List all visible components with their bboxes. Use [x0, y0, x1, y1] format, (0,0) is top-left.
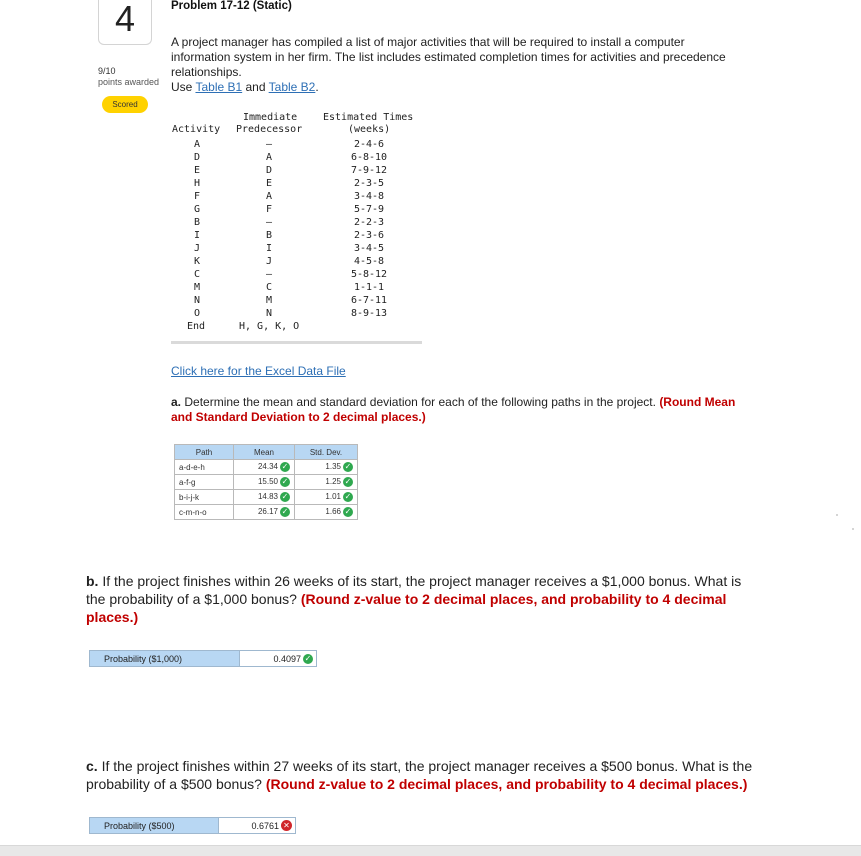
- predecessor-cell: A: [266, 152, 273, 163]
- sd-value: 1.25: [325, 477, 341, 487]
- times-cell: 1-1-1: [353, 282, 385, 293]
- check-icon: ✓: [344, 492, 352, 501]
- sd-value: 1.01: [325, 492, 341, 502]
- check-icon: ✓: [281, 462, 289, 471]
- times-cell: 5-8-12: [350, 269, 388, 280]
- predecessor-cell: C: [266, 282, 273, 293]
- activity-cell: M: [194, 282, 201, 293]
- part-c-text-1: If the project finishes within 27 weeks of its start, the project manager receives a $500 bonus. What is the: [97, 758, 753, 774]
- period: .: [315, 80, 319, 94]
- path-row: [175, 505, 358, 520]
- part-b-line1: [86, 572, 816, 590]
- times-cell: 3-4-8: [353, 191, 385, 202]
- part-a-question: [171, 395, 811, 425]
- sd-value: 1.35: [325, 462, 341, 472]
- predecessor-cell: F: [266, 204, 273, 215]
- probability-1000-label: Probability ($1,000): [89, 650, 240, 667]
- mean-input[interactable]: [234, 490, 295, 505]
- times-cell: 7-9-12: [350, 165, 388, 176]
- activity-cell: I: [194, 230, 201, 241]
- scored-badge: Scored: [102, 96, 148, 113]
- times-cell: 2-3-5: [353, 178, 385, 189]
- intro-line: A project manager has compiled a list of major activities that will be required to install a computer: [171, 35, 685, 49]
- times-cell: 6-7-11: [350, 295, 388, 306]
- mean-input[interactable]: [234, 505, 295, 520]
- header-predecessor-l1: Immediate: [243, 112, 298, 123]
- part-c-instruction: (Round z-value to 2 decimal places, and probability to 4 decimal places.): [265, 776, 748, 792]
- part-b-line2: [86, 590, 816, 608]
- sd-input[interactable]: [295, 460, 358, 475]
- times-cell: 2-2-3: [353, 217, 385, 228]
- mean-value: 15.50: [257, 477, 278, 487]
- part-b-text-2: the probability of a $1,000 bonus?: [86, 591, 301, 607]
- question-number: 4: [98, 0, 152, 45]
- path-cell: a-f-g: [175, 475, 234, 490]
- mean-input[interactable]: [234, 460, 295, 475]
- path-cell: a-d-e-h: [175, 460, 234, 475]
- predecessor-cell: –: [266, 269, 273, 280]
- path-cell: c-m-n-o: [175, 505, 234, 520]
- probability-500-value: 0.6761: [251, 820, 279, 831]
- sd-input[interactable]: [295, 475, 358, 490]
- activity-cell: J: [194, 243, 201, 254]
- part-b-prefix: b.: [86, 573, 99, 589]
- predecessor-cell: B: [266, 230, 273, 241]
- part-a-text: Determine the mean and standard deviation for each of the following paths in the project.: [181, 395, 660, 409]
- path-row: [175, 475, 358, 490]
- predecessor-cell: E: [266, 178, 273, 189]
- predecessor-cell: N: [266, 308, 273, 319]
- sd-input[interactable]: [295, 505, 358, 520]
- predecessor-cell: A: [266, 191, 273, 202]
- intro-line: information system in her firm. The list includes estimated completion times for activities and precedence: [171, 50, 726, 64]
- path-table-header: [175, 445, 358, 460]
- decorative-dot: [852, 528, 854, 530]
- path-row: [175, 490, 358, 505]
- part-a-prefix: a.: [171, 395, 182, 409]
- predecessor-cell: M: [266, 295, 273, 306]
- activity-cell: End: [187, 321, 206, 332]
- use-prefix: Use: [171, 80, 196, 94]
- probability-1000-input[interactable]: [239, 650, 317, 667]
- activity-cell: B: [194, 217, 201, 228]
- activity-cell: G: [194, 204, 201, 215]
- part-a-instruction-1: (Round Mean: [659, 395, 736, 409]
- part-b-question: [86, 572, 816, 626]
- check-icon: ✓: [281, 507, 289, 516]
- intro-line: relationships.: [171, 65, 242, 79]
- part-c-text-2: probability of a $500 bonus?: [86, 776, 266, 792]
- part-c-question: [86, 757, 826, 793]
- bottom-scroll-bar: [0, 845, 861, 856]
- part-a-instruction-2: and Standard Deviation to 2 decimal places.): [171, 410, 426, 424]
- and-text: and: [242, 80, 269, 94]
- predecessor-cell: D: [266, 165, 273, 176]
- path-cell: b-i-j-k: [175, 490, 234, 505]
- part-b-text-1: If the project finishes within 26 weeks of its start, the project manager receives a $1,000 bonus. What is: [98, 573, 742, 589]
- mean-input[interactable]: [234, 475, 295, 490]
- part-a-line1: [171, 395, 811, 410]
- points-awarded: [98, 66, 159, 88]
- sd-header: Std. Dev.: [295, 445, 358, 460]
- x-icon: ✕: [281, 820, 292, 831]
- probability-500-label: Probability ($500): [89, 817, 219, 834]
- activity-cell: K: [194, 256, 201, 267]
- header-predecessor-l2: Predecessor: [236, 124, 303, 135]
- activity-cell: N: [194, 295, 201, 306]
- times-cell: 6-8-10: [350, 152, 388, 163]
- problem-intro: [171, 35, 791, 95]
- part-c-line2: [86, 775, 826, 793]
- path-row: [175, 460, 358, 475]
- probability-1000-value: 0.4097: [273, 653, 301, 664]
- part-b-instruction-1: (Round z-value to 2 decimal places, and probability to 4 decimal: [300, 591, 727, 607]
- probability-500-input[interactable]: [218, 817, 296, 834]
- predecessor-cell: J: [266, 256, 273, 267]
- check-icon: ✓: [344, 477, 352, 486]
- part-b-instruction-2: places.): [86, 609, 139, 625]
- header-times-l2: (weeks): [348, 124, 391, 135]
- mean-value: 24.34: [257, 462, 278, 472]
- use-tables-line: [171, 80, 791, 95]
- mean-value: 14.83: [257, 492, 278, 502]
- check-icon: ✓: [344, 507, 352, 516]
- times-cell: 4-5-8: [353, 256, 385, 267]
- activity-cell: E: [194, 165, 201, 176]
- header-times-l1: Estimated Times: [323, 112, 414, 123]
- predecessor-cell: H, G, K, O: [239, 321, 300, 332]
- part-c-line1: [86, 757, 826, 775]
- times-cell: 3-4-5: [353, 243, 385, 254]
- predecessor-cell: –: [266, 139, 273, 150]
- check-icon: ✓: [344, 462, 352, 471]
- check-icon: ✓: [281, 492, 289, 501]
- times-cell: 8-9-13: [350, 308, 388, 319]
- path-header: Path: [175, 445, 234, 460]
- activity-cell: C: [194, 269, 201, 280]
- excel-data-link[interactable]: Click here for the Excel Data File: [171, 364, 346, 378]
- points-label: points awarded: [98, 77, 160, 87]
- points-value: 9/10: [98, 66, 116, 76]
- times-cell: 5-7-9: [353, 204, 385, 215]
- predecessor-cell: I: [266, 243, 273, 254]
- mean-value: 26.17: [257, 507, 278, 517]
- activity-cell: F: [194, 191, 201, 202]
- table-b1-link[interactable]: Table B1: [195, 80, 243, 94]
- decorative-dot: [836, 514, 838, 516]
- check-icon: ✓: [281, 477, 289, 486]
- table-b2-link[interactable]: Table B2: [268, 80, 316, 94]
- activity-cell: O: [194, 308, 201, 319]
- activity-cell: H: [194, 178, 201, 189]
- part-c-prefix: c.: [86, 758, 98, 774]
- path-table: [174, 444, 358, 520]
- times-cell: 2-4-6: [353, 139, 385, 150]
- sd-input[interactable]: [295, 490, 358, 505]
- predecessor-cell: –: [266, 217, 273, 228]
- problem-title: Problem 17-12 (Static): [171, 0, 292, 12]
- activity-cell: A: [194, 139, 201, 150]
- times-cell: 2-3-6: [353, 230, 385, 241]
- header-activity: Activity: [172, 124, 221, 135]
- activity-cell: D: [194, 152, 201, 163]
- table-divider: [171, 341, 422, 344]
- sd-value: 1.66: [325, 507, 341, 517]
- mean-header: Mean: [234, 445, 295, 460]
- check-icon: ✓: [304, 653, 312, 663]
